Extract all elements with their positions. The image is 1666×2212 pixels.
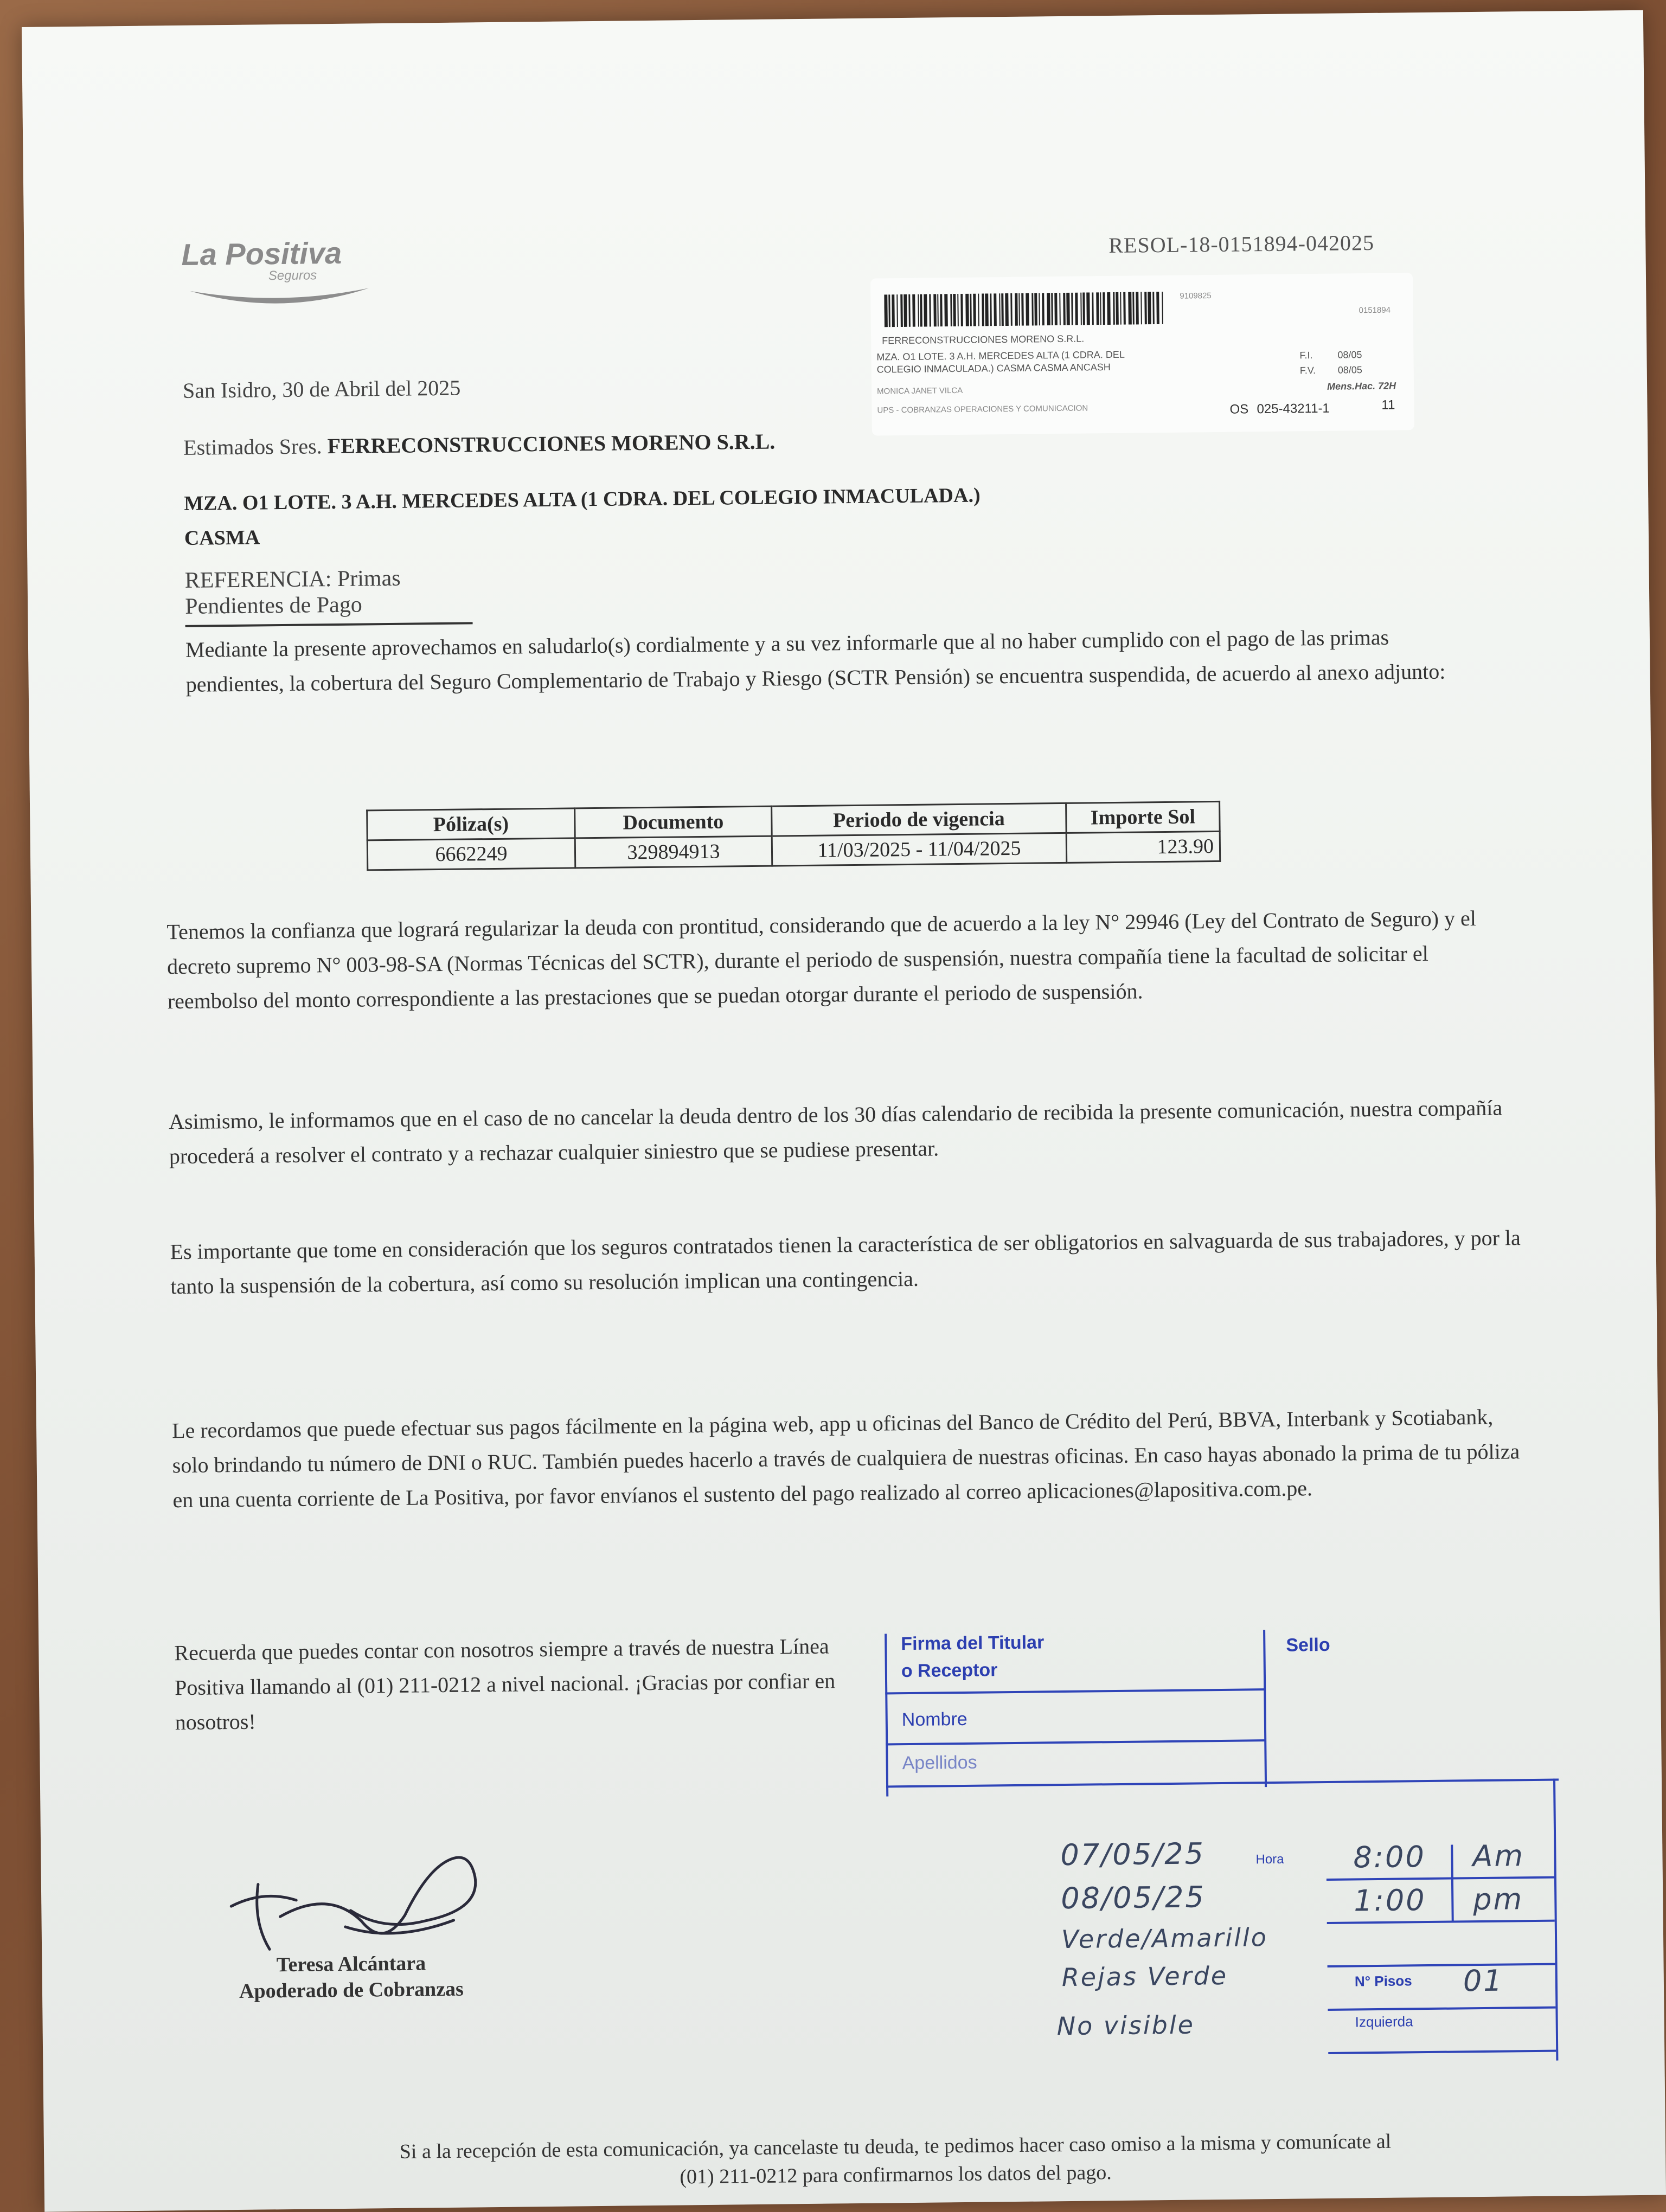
col-poliza: Póliza(s) — [367, 808, 575, 840]
policy-table — [366, 801, 1221, 871]
signer-name: Teresa Alcántara — [276, 1952, 426, 1977]
handwritten-date-1: 07/05/25 — [1060, 1836, 1206, 1873]
resolution-code: RESOL-18-0151894-042025 — [1108, 230, 1375, 258]
label-count: 11 — [1381, 397, 1395, 413]
stamp-hora-label: Hora — [1255, 1851, 1284, 1867]
reception-stamp — [874, 1616, 1584, 2095]
letter-page — [22, 10, 1666, 2212]
letter-footer — [326, 2126, 1465, 2195]
paragraph-3: Asimismo, le informamos que en el caso de no cancelar la deuda dentro de los 30 días calendario de recibida la presente comunicación, nuestra compañía procederá a resolver el contrato y a rechazar cualquier siniestro que se pudiese presentar. — [168, 1095, 1503, 1169]
handwritten-note-1: Verde/Amarillo — [1061, 1922, 1268, 1954]
label-fi: F.I. — [1299, 350, 1313, 361]
label-ref-code: 0151894 — [1359, 305, 1391, 316]
letter-date: San Isidro, 30 de Abril del 2025 — [182, 375, 461, 403]
cell-periodo: 11/03/2025 - 11/04/2025 — [772, 833, 1067, 866]
label-department: UPS - COBRANZAS OPERACIONES Y COMUNICACION — [877, 403, 1088, 415]
stamp-receptor-label: o Receptor — [901, 1660, 998, 1682]
address-line-2: CASMA — [184, 526, 260, 550]
label-fv: F.V. — [1299, 365, 1316, 376]
company-logo: La Positiva — [181, 235, 342, 272]
paragraph-1: Mediante la presente aprovechamos en saludarlo(s) cordialmente y a su vez informarle que al no haber cumplido con el pago de las primas pendientes, la cobertura del Seguro Complementario de Trabajo y Riesgo (SCTR Pensión) se encuentra suspendida, de acuerdo al anexo adjunto: — [185, 625, 1446, 697]
handwritten-note-3: No visible — [1056, 2010, 1195, 2041]
signer-block — [194, 1950, 509, 2005]
label-company: FERRECONSTRUCCIONES MORENO S.R.L. — [882, 333, 1085, 346]
greeting-prefix: Estimados Sres. — [183, 434, 322, 460]
company-logo-subtitle: Seguros — [268, 268, 317, 284]
handwritten-time-1: 8:00 — [1353, 1840, 1426, 1875]
address-line-1: MZA. O1 LOTE. 3 A.H. MERCEDES ALTA (1 CDRA. DEL COLEGIO INMACULADA.) — [184, 484, 981, 515]
handwritten-time-2: 1:00 — [1353, 1883, 1426, 1918]
label-fv-value: 08/05 — [1337, 364, 1362, 376]
footer-line-1: Si a la recepción de esta comunicación, ya cancelaste tu deuda, te pedimos hacer caso omiso a la misma y comunícate al — [399, 2130, 1392, 2163]
stamp-sello-label: Sello — [1286, 1634, 1330, 1656]
handwritten-pisos-value: 01 — [1463, 1963, 1504, 1998]
handwritten-date-2: 08/05/25 — [1060, 1880, 1206, 1916]
stamp-nombre-label: Nombre — [901, 1708, 967, 1731]
barcode-icon — [884, 292, 1167, 327]
paragraph-4: Es importante que tome en consideración que los seguros contratados tienen la característica de ser obligatorios en salvaguarda de sus trabajadores, y por la tanto la suspensión de la cobertura, así como su resolución implican una contingencia. — [170, 1225, 1521, 1299]
label-address-1: MZA. O1 LOTE. 3 A.H. MERCEDES ALTA (1 CDRA. DEL — [876, 349, 1125, 363]
cell-importe: 123.90 — [1066, 831, 1220, 863]
paragraph-2: Tenemos la confianza que logrará regularizar la deuda con prontitud, considerando que de acuerdo a la ley N° 29946 (Ley del Contrato de Seguro) y el decreto supremo N° 003-98-SA (Normas Técnicas del SCTR), durante el periodo de suspensión, nuestra compañía tiene la facultad de solicitar el reembolso del monto correspondiente a las prestaciones que se puedan otorgar durante el periodo de suspensión. — [166, 906, 1477, 1014]
stamp-side-label: Izquierda — [1355, 2013, 1413, 2030]
stamp-pisos-label: N° Pisos — [1354, 1972, 1412, 1990]
signer-title: Apoderado de Cobranzas — [239, 1977, 464, 2003]
cell-poliza: 6662249 — [367, 838, 575, 870]
recipient-address — [184, 478, 981, 556]
handwritten-note-2: Rejas Verde — [1061, 1960, 1228, 1992]
handwritten-ampm-1: Am — [1472, 1838, 1525, 1874]
footer-line-2: (01) 211-0212 para confirmarnos los datos del pago. — [680, 2161, 1112, 2189]
label-agent: MONICA JANET VILCA — [877, 385, 963, 396]
barcode-id: 9109825 — [1180, 291, 1212, 301]
label-os-value: 025-43211-1 — [1257, 401, 1330, 417]
letter-greeting — [183, 428, 776, 460]
letter-reference: REFERENCIA: Primas Pendientes de Pago — [184, 564, 472, 627]
handwritten-ampm-2: pm — [1472, 1882, 1524, 1917]
stamp-apellidos-label: Apellidos — [902, 1752, 977, 1774]
col-periodo: Periodo de vigencia — [772, 803, 1067, 836]
col-documento: Documento — [575, 806, 772, 838]
recipient-name: FERRECONSTRUCCIONES MORENO S.R.L. — [327, 429, 776, 459]
cell-documento: 329894913 — [575, 836, 772, 868]
label-mens: Mens.Hac. 72H — [1327, 380, 1396, 392]
label-fi-value: 08/05 — [1337, 349, 1362, 361]
label-address-2: COLEGIO INMACULADA.) CASMA CASMA ANCASH — [876, 362, 1111, 375]
col-importe: Importe Sol — [1066, 801, 1220, 833]
stamp-firma-label: Firma del Titular — [901, 1632, 1045, 1655]
paragraph-6: Recuerda que puedes contar con nosotros siempre a través de nuestra Línea Positiva llamando al (01) 211-0212 a nivel nacional. ¡Gracias por confiar en nosotros! — [174, 1634, 836, 1735]
logo-swoosh-icon — [187, 278, 372, 313]
label-os: OS — [1229, 402, 1249, 417]
mail-label — [870, 273, 1414, 435]
paragraph-5: Le recordamos que puede efectuar sus pagos fácilmente en la página web, app u oficinas del Banco de Crédito del Perú, BBVA, Interbank y Scotiabank, solo brindando tu número de DNI o RUC. También puedes hacerlo a través de cualquiera de nuestras oficinas. En caso hayas abonado la prima de tu póliza en una cuenta corriente de La Positiva, por favor envíanos el sustento del pago realizado al correo aplicaciones@lapositiva.com.pe. — [171, 1404, 1520, 1513]
